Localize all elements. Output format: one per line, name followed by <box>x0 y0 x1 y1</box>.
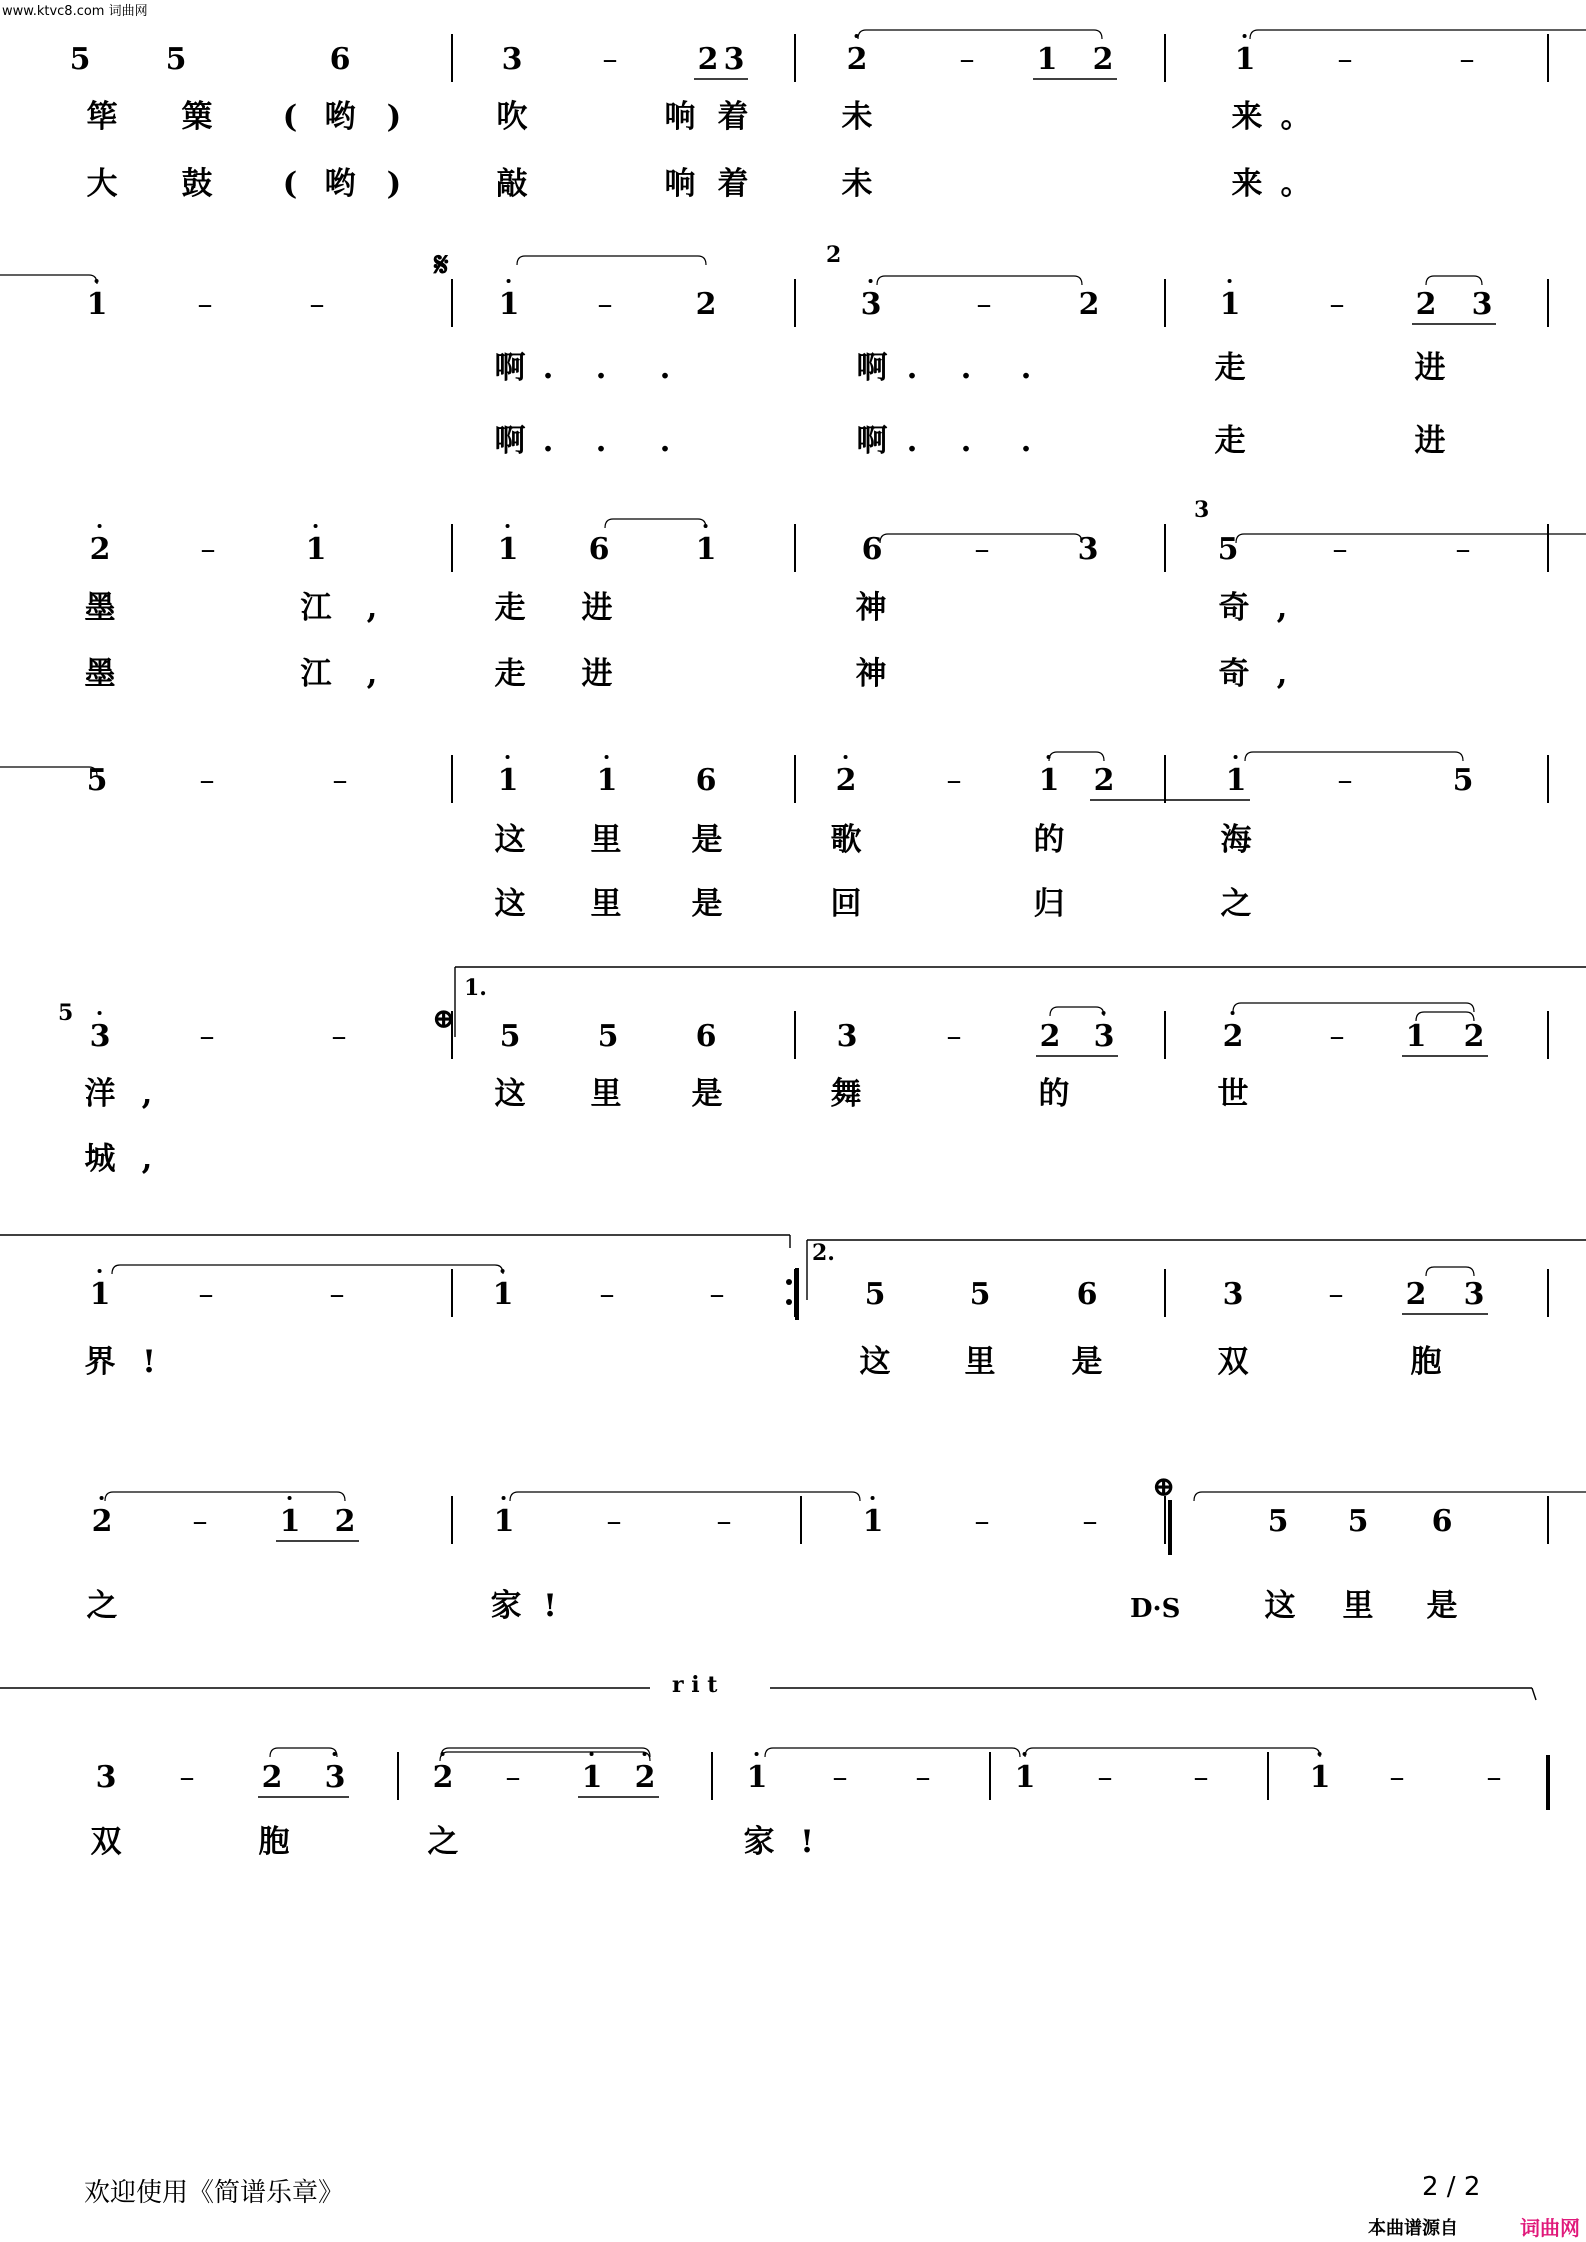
lyric-verse2: 是 <box>691 886 723 922</box>
hold-dash: – <box>915 1760 931 1795</box>
lyric-verse2: 大 <box>86 166 118 202</box>
volta-2-label: 2. <box>812 1240 835 1266</box>
hold-dash: – <box>832 1760 848 1795</box>
lyric-verse1: 哟 <box>324 99 356 135</box>
note: 5 <box>69 42 91 77</box>
lyric-verse1: . <box>595 350 607 386</box>
hold-dash: – <box>976 287 992 322</box>
lyric-verse2: . <box>1020 423 1032 459</box>
lyric-verse1: 家 <box>490 1588 522 1624</box>
note: 2 <box>1092 42 1114 77</box>
hold-dash: – <box>1328 1277 1344 1312</box>
note: 3 <box>501 42 523 77</box>
lyric-verse2: ) <box>386 166 402 202</box>
rit-mark: r i t <box>672 1672 718 1698</box>
slur <box>1233 1003 1474 1012</box>
lyric-verse2: 神 <box>855 656 887 692</box>
lyric-verse1: 之 <box>427 1824 459 1860</box>
hold-dash: – <box>1329 287 1345 322</box>
lyric-verse1: 进 <box>1414 350 1446 386</box>
note: 3 <box>89 1019 111 1054</box>
hold-dash: – <box>179 1760 195 1795</box>
note: 5 <box>864 1277 886 1312</box>
hold-dash: – <box>1455 532 1471 567</box>
hold-dash: – <box>946 1019 962 1054</box>
note: 2 <box>1405 1277 1427 1312</box>
note: 1 <box>305 532 327 567</box>
note: 1 <box>497 763 519 798</box>
slur <box>1194 1492 1586 1501</box>
grace-note: 5 <box>58 1000 74 1026</box>
lyric-verse1: 家 <box>743 1824 775 1860</box>
lyric-verse2: , <box>1276 656 1288 692</box>
coda-mark: ⊕ <box>432 1002 456 1035</box>
lyric-verse1: ! <box>800 1824 814 1860</box>
lyric-verse2: 啊 <box>494 423 526 459</box>
hold-dash: – <box>602 42 618 77</box>
note: 6 <box>1076 1277 1098 1312</box>
note: 1 <box>492 1277 514 1312</box>
slur <box>0 275 97 284</box>
note: 1 <box>279 1504 301 1539</box>
lyric-verse1: 江 <box>300 590 332 626</box>
lyric-verse2: 哟 <box>324 166 356 202</box>
note: 5 <box>597 1019 619 1054</box>
lyric-verse2: 江 <box>300 656 332 692</box>
footer-logo: 词曲网 <box>1520 2216 1580 2240</box>
hold-dash: – <box>199 1019 215 1054</box>
note: 1 <box>862 1504 884 1539</box>
note: 3 <box>1471 287 1493 322</box>
note: 3 <box>95 1760 117 1795</box>
note: 2 <box>89 532 111 567</box>
note: 1 <box>497 532 519 567</box>
note: 1 <box>1225 763 1247 798</box>
note: 2 <box>697 42 719 77</box>
note: 3 <box>1463 1277 1485 1312</box>
note: 5 <box>1217 532 1239 567</box>
note: 2 <box>432 1760 454 1795</box>
lyric-verse1: 歌 <box>830 822 862 858</box>
slur <box>1049 752 1104 761</box>
lyric-verse1: 洋 <box>84 1076 116 1112</box>
note: 1 <box>498 287 520 322</box>
lyric-verse1: 这 <box>494 822 526 858</box>
lyric-verse1: 吹 <box>496 99 528 135</box>
note: 2 <box>695 287 717 322</box>
lyric-verse1: 走 <box>494 590 526 626</box>
hold-dash: – <box>599 1277 615 1312</box>
lyric-verse1: 。 <box>1280 99 1312 135</box>
slur <box>112 1265 503 1274</box>
lyric-verse2: 归 <box>1033 886 1065 922</box>
hold-dash: – <box>192 1504 208 1539</box>
note: 1 <box>1234 42 1256 77</box>
lyric-verse1: 双 <box>1217 1344 1249 1380</box>
note: 1 <box>1405 1019 1427 1054</box>
lyric-verse2: 未 <box>841 166 873 202</box>
hold-dash: – <box>597 287 613 322</box>
lyric-verse1: . <box>960 350 972 386</box>
lyric-verse2: 回 <box>830 886 862 922</box>
lyric-verse2: ( <box>282 166 298 202</box>
lyric-verse1: 这 <box>494 1076 526 1112</box>
lyric-verse1: 这 <box>1264 1588 1296 1624</box>
page-number: 2 / 2 <box>1422 2172 1481 2202</box>
hold-dash: – <box>974 1504 990 1539</box>
slur <box>1416 1012 1474 1021</box>
note: 3 <box>860 287 882 322</box>
note: 1 <box>493 1504 515 1539</box>
lyric-verse1: 海 <box>1220 822 1252 858</box>
lyric-verse1: 里 <box>964 1344 996 1380</box>
lyric-verse2: 着 <box>717 166 749 202</box>
lyric-verse1: 舞 <box>830 1076 862 1112</box>
lyric-verse1: . <box>906 350 918 386</box>
lyric-verse1: . <box>1020 350 1032 386</box>
note: 2 <box>1039 1019 1061 1054</box>
hold-dash: – <box>199 763 215 798</box>
note: 2 <box>91 1504 113 1539</box>
lyric-verse1: 是 <box>691 1076 723 1112</box>
note: 1 <box>596 763 618 798</box>
note: 2 <box>334 1504 356 1539</box>
lyric-verse1: 世 <box>1217 1076 1249 1112</box>
repeat-dot <box>786 1299 792 1305</box>
lyric-verse1: , <box>366 590 378 626</box>
note: 6 <box>695 763 717 798</box>
slur <box>1050 1007 1104 1016</box>
lyric-verse1: 的 <box>1033 822 1065 858</box>
note: 1 <box>89 1277 111 1312</box>
grace-note: 3 <box>1194 497 1210 523</box>
slur <box>105 1492 345 1501</box>
coda-mark: ⊕ <box>1152 1470 1176 1503</box>
note: 1 <box>1036 42 1058 77</box>
note: 1 <box>1309 1760 1331 1795</box>
rit-line <box>1532 1688 1536 1700</box>
lyric-verse1: . <box>659 350 671 386</box>
note: 2 <box>846 42 868 77</box>
lyric-verse2: . <box>542 423 554 459</box>
lyric-verse1: 响 <box>664 99 696 135</box>
lyric-verse1: 墨 <box>84 590 116 626</box>
slur <box>877 276 1082 285</box>
lyric-verse1: 未 <box>841 99 873 135</box>
hold-dash: – <box>959 42 975 77</box>
lyric-verse1: 着 <box>717 99 749 135</box>
hold-dash: – <box>606 1504 622 1539</box>
slur <box>1236 534 1586 543</box>
slur <box>765 1748 1020 1757</box>
note: 1 <box>695 532 717 567</box>
note: 2 <box>1078 287 1100 322</box>
hold-dash: – <box>1389 1760 1405 1795</box>
slur <box>1250 30 1586 39</box>
note: 2 <box>261 1760 283 1795</box>
lyric-verse1: , <box>1276 590 1288 626</box>
hold-dash: – <box>1082 1504 1098 1539</box>
slur <box>517 256 706 265</box>
note: 3 <box>1093 1019 1115 1054</box>
lyric-verse2: 走 <box>1214 423 1246 459</box>
hold-dash: – <box>1332 532 1348 567</box>
note: 5 <box>1347 1504 1369 1539</box>
hold-dash: – <box>198 1277 214 1312</box>
hold-dash: – <box>505 1760 521 1795</box>
segno-mark: 𝄋 <box>434 245 449 285</box>
lyric-verse2: , <box>366 656 378 692</box>
lyric-verse1: 界 <box>84 1344 116 1380</box>
note: 6 <box>695 1019 717 1054</box>
hold-dash: – <box>1486 1760 1502 1795</box>
note: 6 <box>588 532 610 567</box>
lyric-verse1: 这 <box>859 1344 891 1380</box>
lyric-verse2: . <box>960 423 972 459</box>
lyric-verse1: ( <box>282 99 298 135</box>
lyric-verse1: 来 <box>1231 99 1263 135</box>
lyric-verse2: 这 <box>494 886 526 922</box>
slur <box>1025 1748 1320 1757</box>
lyric-verse1: 胞 <box>258 1824 290 1860</box>
lyric-verse1: 是 <box>691 822 723 858</box>
lyric-verse2: 走 <box>494 656 526 692</box>
grace-note: 2 <box>826 242 842 268</box>
note: 3 <box>1222 1277 1244 1312</box>
lyric-verse2: 啊 <box>856 423 888 459</box>
note: 3 <box>1077 532 1099 567</box>
hold-dash: – <box>1329 1019 1345 1054</box>
note: 1 <box>581 1760 603 1795</box>
hold-dash: – <box>1097 1760 1113 1795</box>
note: 3 <box>324 1760 346 1795</box>
footer-source: 本曲谱源自 <box>1368 2218 1458 2239</box>
lyric-verse2: 之 <box>1220 886 1252 922</box>
slur <box>440 1752 650 1761</box>
note: 3 <box>836 1019 858 1054</box>
lyric-verse1: 神 <box>855 590 887 626</box>
lyric-verse2: 敲 <box>496 166 528 202</box>
note: 5 <box>1267 1504 1289 1539</box>
slur <box>1245 752 1463 761</box>
lyric-verse1: ! <box>543 1588 557 1624</box>
note: 2 <box>1093 763 1115 798</box>
hold-dash: – <box>709 1277 725 1312</box>
lyric-verse1: 里 <box>590 1076 622 1112</box>
lyric-verse1: 是 <box>1426 1588 1458 1624</box>
hold-dash: – <box>974 532 990 567</box>
lyric-verse1: ! <box>142 1344 156 1380</box>
footer-welcome: 欢迎使用《简谱乐章》 <box>84 2178 345 2208</box>
lyric-verse1: ) <box>386 99 402 135</box>
lyric-verse1: 奇 <box>1218 590 1250 626</box>
note: 5 <box>1452 763 1474 798</box>
lyric-verse1: 里 <box>590 822 622 858</box>
note: 2 <box>1415 287 1437 322</box>
lyric-verse1: 走 <box>1214 350 1246 386</box>
note: 6 <box>1431 1504 1453 1539</box>
lyric-verse1: , <box>141 1076 153 1112</box>
hold-dash: – <box>197 287 213 322</box>
note: 1 <box>746 1760 768 1795</box>
hold-dash: – <box>1459 42 1475 77</box>
lyric-verse2: . <box>659 423 671 459</box>
lyric-verse2: 奇 <box>1218 656 1250 692</box>
lyric-verse1: 里 <box>1342 1588 1374 1624</box>
lyric-verse2: 进 <box>581 656 613 692</box>
slur <box>0 767 97 776</box>
lyric-verse1: 双 <box>90 1824 122 1860</box>
lyric-verse2: , <box>141 1141 153 1177</box>
hold-dash: – <box>200 532 216 567</box>
note: 2 <box>634 1760 656 1795</box>
lyric-verse1: 啊 <box>856 350 888 386</box>
lyric-verse2: 。 <box>1280 166 1312 202</box>
lyric-verse2: 墨 <box>84 656 116 692</box>
lyric-verse1: 的 <box>1038 1076 1070 1112</box>
hold-dash: – <box>309 287 325 322</box>
lyric-verse2: 进 <box>1414 423 1446 459</box>
lyric-verse1: 是 <box>1071 1344 1103 1380</box>
hold-dash: – <box>329 1277 345 1312</box>
lyric-verse2: 里 <box>590 886 622 922</box>
lyric-verse2: 城 <box>84 1141 116 1177</box>
note: 5 <box>499 1019 521 1054</box>
lyric-verse1: 进 <box>581 590 613 626</box>
lyric-verse1: . <box>542 350 554 386</box>
lyric-verse2: 响 <box>664 166 696 202</box>
note: 3 <box>723 42 745 77</box>
note: 2 <box>835 763 857 798</box>
slur <box>858 30 1102 39</box>
repeat-dot <box>786 1279 792 1285</box>
hold-dash: – <box>332 763 348 798</box>
note: 6 <box>861 532 883 567</box>
lyric-verse1: 胞 <box>1410 1344 1442 1380</box>
lyric-verse1: 啊 <box>494 350 526 386</box>
note: 2 <box>1222 1019 1244 1054</box>
note: 1 <box>1038 763 1060 798</box>
lyric-verse1: 筚 <box>86 99 118 135</box>
hold-dash: – <box>331 1019 347 1054</box>
note: 6 <box>329 42 351 77</box>
slur <box>270 1748 337 1757</box>
lyric-verse2: 鼓 <box>181 166 213 202</box>
note: 5 <box>86 763 108 798</box>
slur <box>1426 276 1482 285</box>
note: 1 <box>1014 1760 1036 1795</box>
site-watermark: www.ktvc8.com 词曲网 <box>2 4 148 19</box>
slur <box>510 1492 860 1501</box>
slur <box>1426 1267 1474 1276</box>
note: 5 <box>969 1277 991 1312</box>
lyric-verse2: . <box>906 423 918 459</box>
note: 1 <box>86 287 108 322</box>
volta-1-label: 1. <box>464 975 487 1001</box>
hold-dash: – <box>946 763 962 798</box>
hold-dash: – <box>1337 42 1353 77</box>
note: 5 <box>165 42 187 77</box>
note: 1 <box>1219 287 1241 322</box>
slur <box>605 519 706 528</box>
lyric-verse1: 篥 <box>181 99 213 135</box>
slur <box>880 534 1082 543</box>
hold-dash: – <box>1193 1760 1209 1795</box>
lyric-verse1: 之 <box>86 1588 118 1624</box>
hold-dash: – <box>716 1504 732 1539</box>
note: 2 <box>1463 1019 1485 1054</box>
lyric-verse2: . <box>595 423 607 459</box>
ds-mark: D·S <box>1130 1594 1181 1624</box>
hold-dash: – <box>1337 763 1353 798</box>
lyric-verse2: 来 <box>1231 166 1263 202</box>
